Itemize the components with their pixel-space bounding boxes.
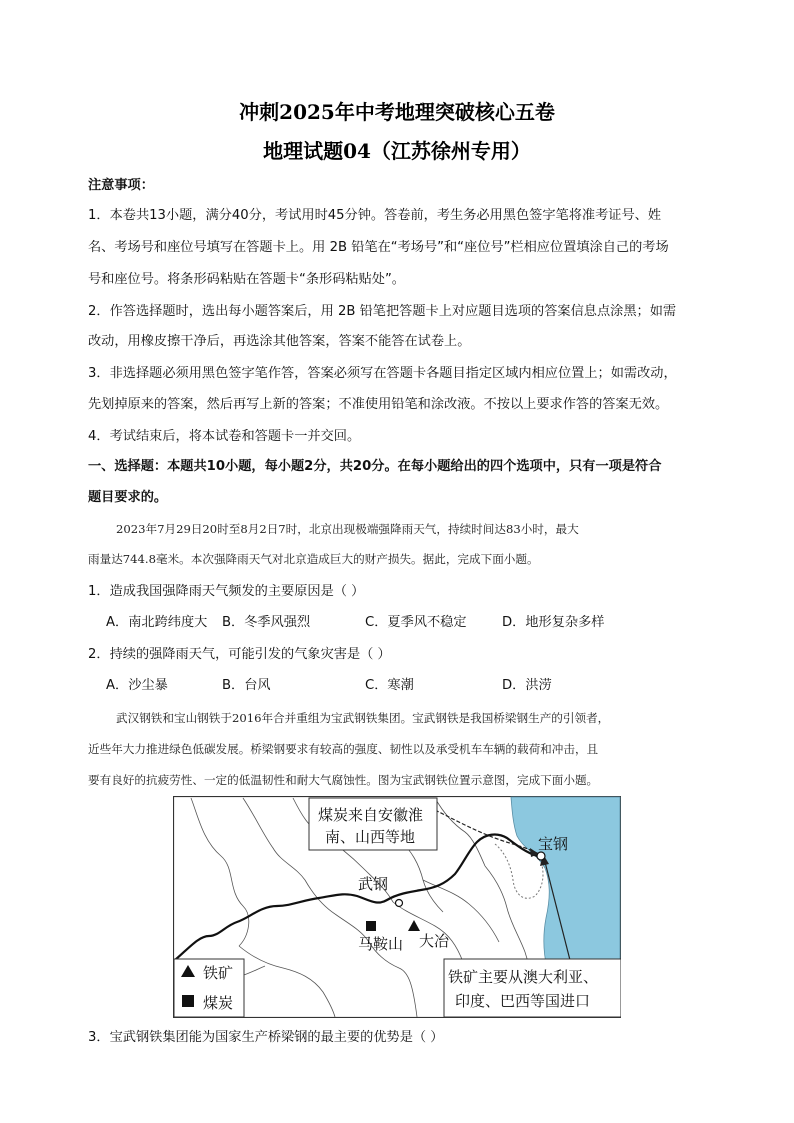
coal-callout-line-2: 南、山西等地 <box>325 828 416 846</box>
q2-option-c: C．寒潮 <box>365 678 414 693</box>
q1-option-a: A．南北跨纬度大 <box>106 615 208 630</box>
exam-title: 冲刺2025年中考地理突破核心五卷 <box>239 100 555 124</box>
notice-line: 1．本卷共13小题，满分40分，考试用时45分钟。答卷前，考生务必用黑色签字笔将准考证号、姓 <box>88 208 662 223</box>
exam-subtitle: 地理试题04（江苏徐州专用） <box>263 139 531 163</box>
notice-line: 2．作答选择题时，选出每小题答案后，用 2B 铅笔把答题卡上对应题目选项的答案信息点涂黑；如需 <box>88 304 677 319</box>
q2-option-a: A．沙尘暴 <box>106 678 168 693</box>
passage-1-line: 2023年7月29日20时至8月2日7时，北京出现极端强降雨天气，持续时间达83小时，最大 <box>116 522 579 536</box>
question-2-stem: 2．持续的强降雨天气，可能引发的气象灾害是（ ） <box>88 647 391 662</box>
legend-coal-symbol <box>182 995 194 1007</box>
passage-2-line: 武汉钢铁和宝山钢铁于2016年合并重组为宝武钢铁集团。宝武钢铁是我国桥梁钢生产的引领者， <box>116 711 610 725</box>
iron-callout-line-2: 印度、巴西等国进口 <box>455 992 591 1010</box>
legend-coal-label: 煤炭 <box>203 994 234 1012</box>
wugang-point <box>396 900 403 907</box>
section-heading: 一、选择题：本题共10小题，每小题2分，共20分。在每小题给出的四个选项中，只有一项是符合 <box>88 459 662 474</box>
maanshan-label: 马鞍山 <box>358 935 404 953</box>
passage-2-line: 要有良好的抗疲劳性、一定的低温韧性和耐大气腐蚀性。图为宝武钢铁位置示意图，完成下面小题。 <box>88 773 599 787</box>
question-1-stem: 1．造成我国强降雨天气频发的主要原因是（ ） <box>88 584 365 599</box>
iron-callout-line-1: 铁矿主要从澳大利亚、 <box>448 968 599 986</box>
coal-callout-line-1: 煤炭来自安徽淮 <box>318 806 424 824</box>
notice-line: 号和座位号。将条形码粘贴在答题卡“条形码粘贴处”。 <box>88 272 405 287</box>
baowu-location-map <box>173 796 621 1018</box>
legend-iron-label: 铁矿 <box>203 964 234 982</box>
baogang-label: 宝钢 <box>538 835 569 853</box>
notice-line: 名、考场号和座位号填写在答题卡上。用 2B 铅笔在“考场号”和“座位号”栏相应位置填涂自己的考场 <box>88 240 669 255</box>
q2-option-b: B．台风 <box>222 678 271 693</box>
maanshan-coal-square <box>366 921 376 931</box>
daye-label: 大冶 <box>419 932 450 950</box>
wugang-label: 武钢 <box>358 875 389 893</box>
q1-option-d: D．地形复杂多样 <box>502 615 605 630</box>
notice-heading: 注意事项： <box>88 178 154 193</box>
passage-2-line: 近些年大力推进绿色低碳发展。桥梁钢要求有较高的强度、韧性以及承受机车车辆的载荷和冲击，且 <box>88 742 599 756</box>
notice-line: 4．考试结束后，将本试卷和答题卡一并交回。 <box>88 429 361 444</box>
notice-line: 改动，用橡皮擦干净后，再选涂其他答案，答案不能答在试卷上。 <box>88 334 471 349</box>
q2-option-d: D．洪涝 <box>502 678 552 693</box>
q1-option-c: C．夏季风不稳定 <box>365 615 467 630</box>
q1-option-b: B．冬季风强烈 <box>222 615 311 630</box>
passage-1-line: 雨量达744.8毫米。本次强降雨天气对北京造成巨大的财产损失。据此，完成下面小题。 <box>88 552 539 566</box>
notice-line: 先划掉原来的答案，然后再写上新的答案；不准使用铅笔和涂改液。不按以上要求作答的答案无效。 <box>88 397 669 412</box>
notice-line: 3．非选择题必须用黑色签字笔作答，答案必须写在答题卡各题目指定区域内相应位置上；如需改动， <box>88 366 677 381</box>
question-3-stem: 3．宝武钢铁集团能为国家生产桥梁钢的最主要的优势是（ ） <box>88 1030 444 1045</box>
section-heading-cont: 题目要求的。 <box>88 490 168 505</box>
